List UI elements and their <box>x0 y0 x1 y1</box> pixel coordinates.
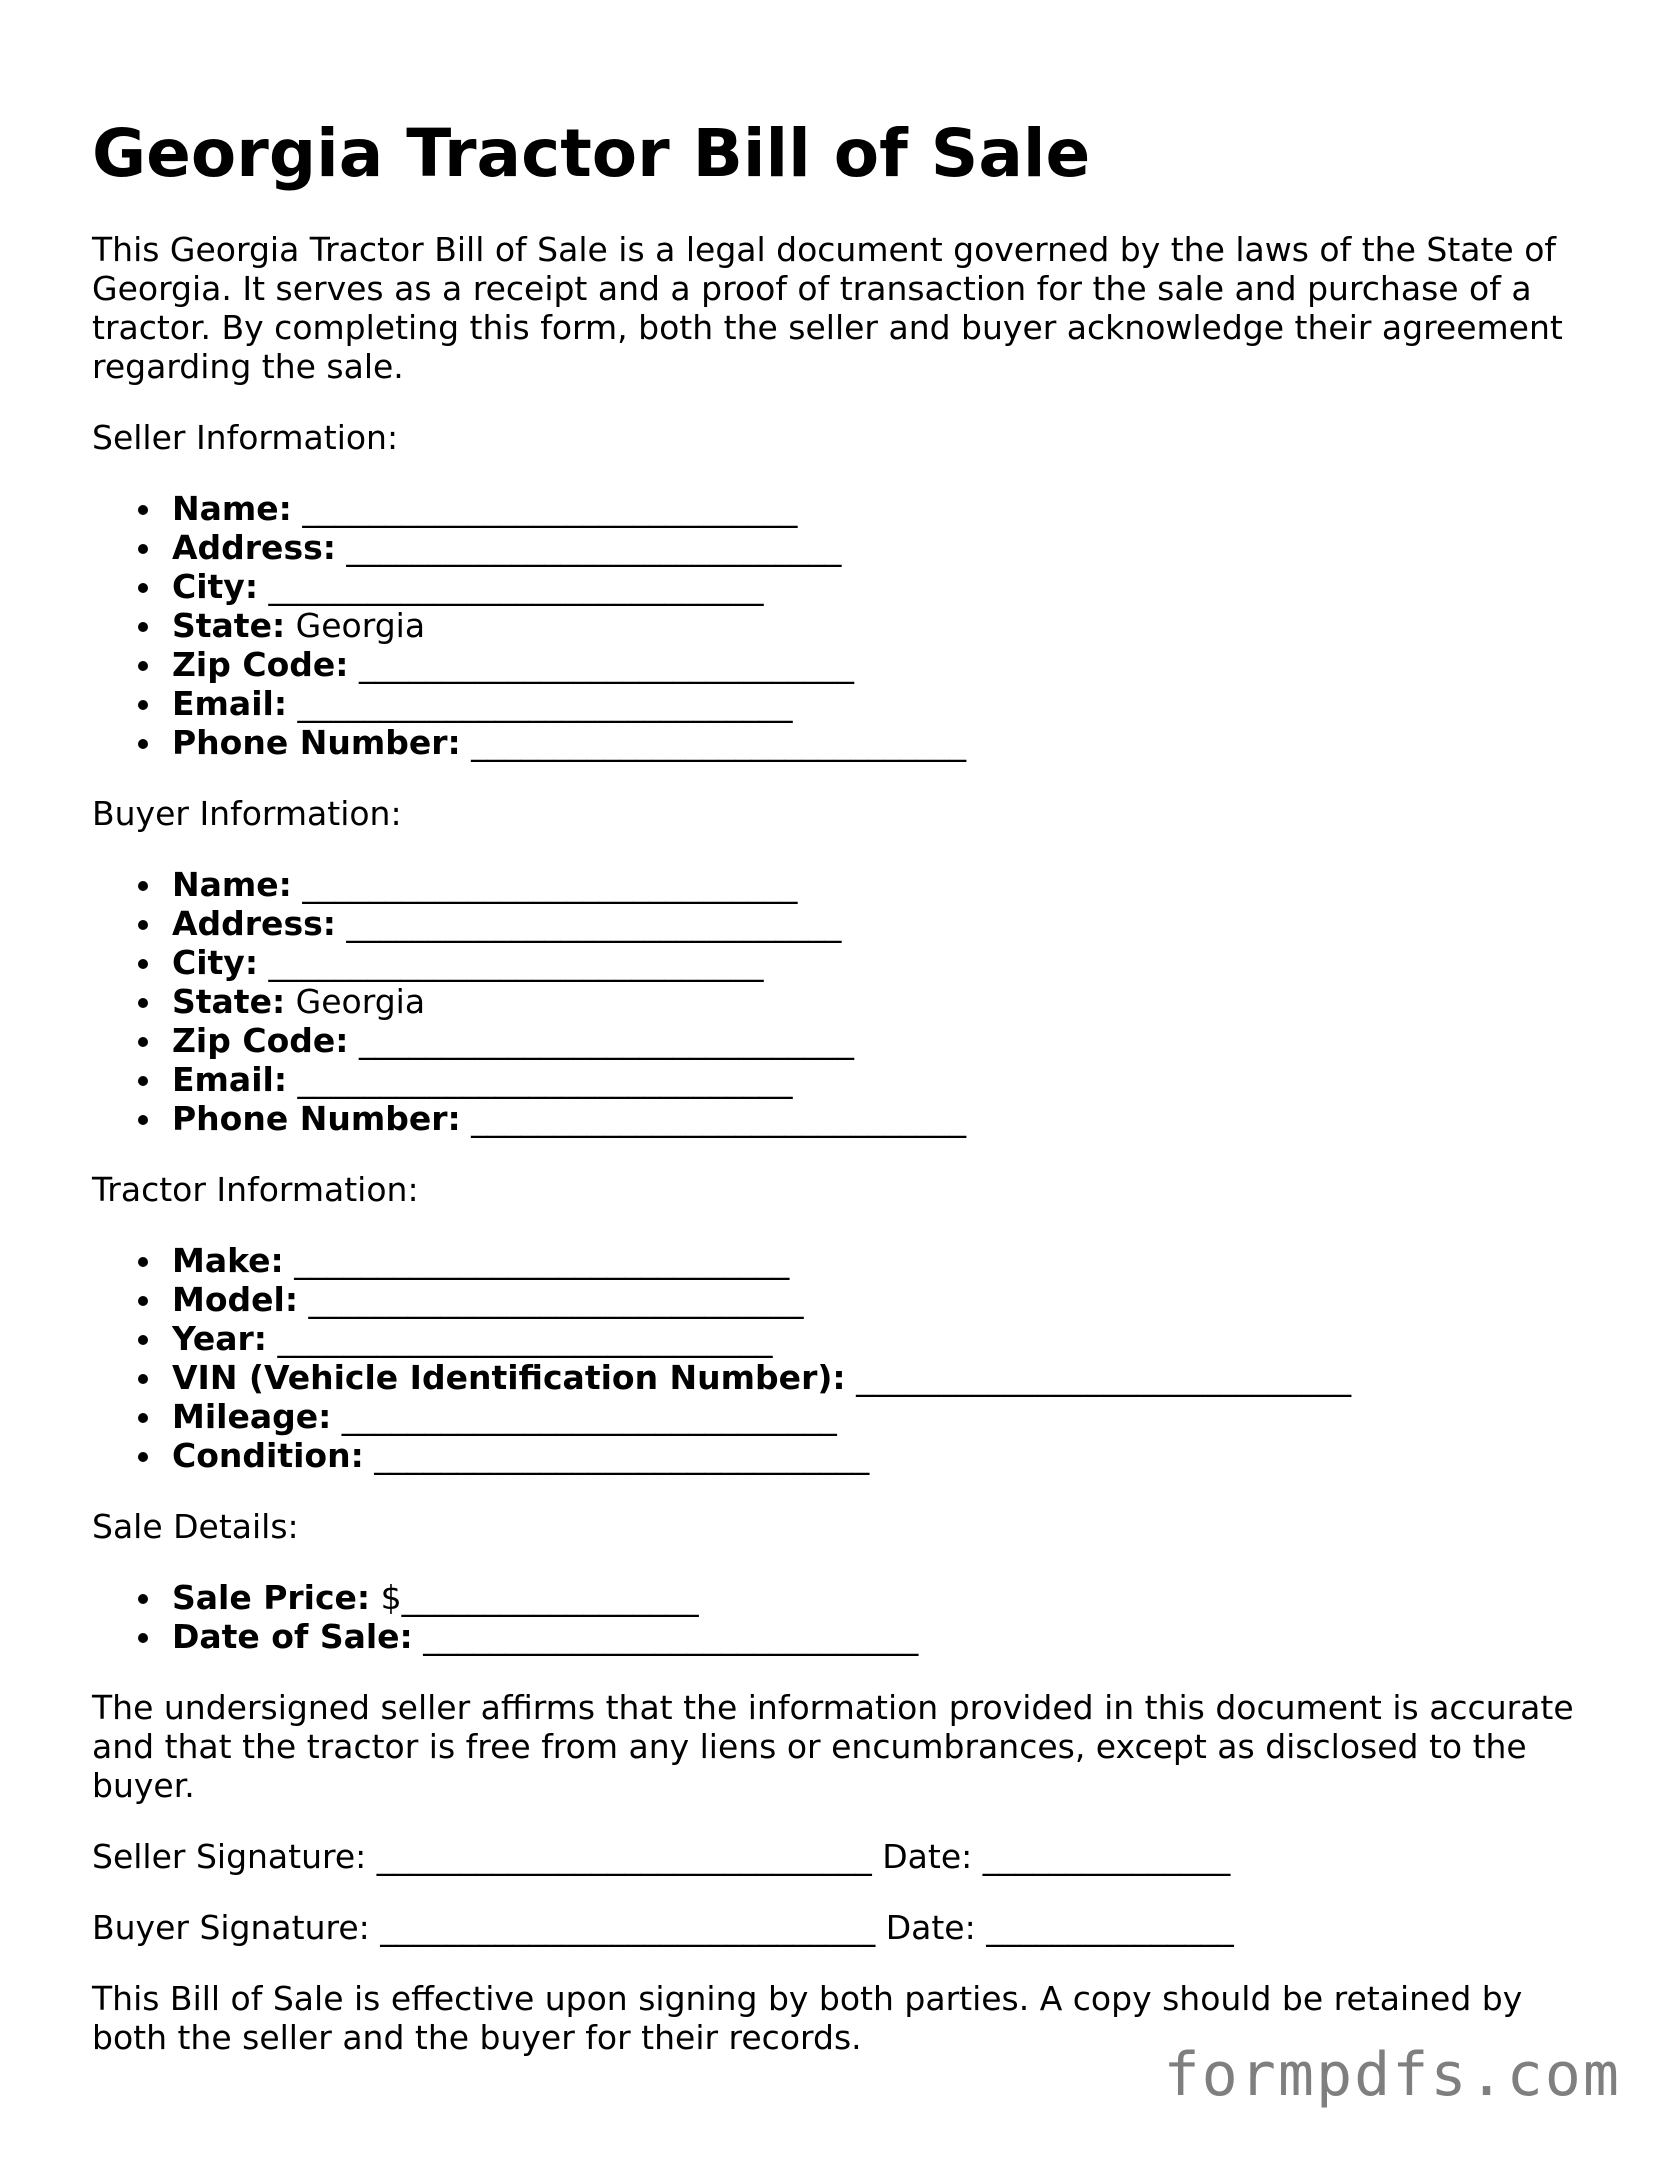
list-item <box>172 489 1592 528</box>
field-value: ______________________________ <box>287 684 793 723</box>
list-item <box>172 1241 1592 1280</box>
list-item <box>172 1319 1592 1358</box>
buyer-field-list <box>92 865 1592 1138</box>
buyer-section-heading: Buyer Information: <box>92 794 402 833</box>
list-item <box>172 1099 1592 1138</box>
field-label: Sale Price: <box>172 1578 371 1617</box>
list-item <box>172 1617 1592 1656</box>
field-label: Phone Number: <box>172 723 461 762</box>
field-value: ______________________________ <box>460 1099 967 1138</box>
field-label: Name: <box>172 865 292 904</box>
list-item <box>172 723 1592 762</box>
field-label: Mileage: <box>172 1397 332 1436</box>
sale-field-list <box>92 1578 1592 1656</box>
intro-paragraph: This Georgia Tractor Bill of Sale is a legal document governed by the laws of the State of Georgia. It serves as a receipt and a proof of transaction for the sale and purchase of a tractor. By completing this form, both the seller and buyer acknowledge their agreement regarding the sale. <box>92 230 1563 386</box>
closing-paragraph: This Bill of Sale is effective upon signing by both parties. A copy should be retained by both the seller and the buyer for their records. <box>92 1979 1523 2057</box>
list-item <box>172 1060 1592 1099</box>
list-item <box>172 684 1592 723</box>
document-page <box>92 110 1592 2057</box>
field-label: Make: <box>172 1241 284 1280</box>
field-label: Year: <box>172 1319 267 1358</box>
list-item <box>172 982 1592 1021</box>
field-label: Phone Number: <box>172 1099 461 1138</box>
list-item <box>172 904 1592 943</box>
field-label: City: <box>172 567 259 606</box>
watermark: formpdfs.com <box>1163 2040 1621 2110</box>
field-value: ______________________________ <box>291 489 798 528</box>
field-value: ______________________________ <box>258 943 764 982</box>
list-item <box>172 606 1592 645</box>
field-label: State: <box>172 606 286 645</box>
list-item <box>172 1358 1592 1397</box>
list-item <box>172 567 1592 606</box>
tractor-field-list <box>92 1241 1592 1475</box>
field-value: ______________________________ <box>348 645 854 684</box>
list-item <box>172 865 1592 904</box>
field-value: ______________________________ <box>258 567 764 606</box>
buyer-signature-line: Buyer Signature: ______________________________ Date: _______________ <box>92 1908 1234 1947</box>
field-label: Zip Code: <box>172 645 349 684</box>
field-value: ______________________________ <box>335 528 842 567</box>
field-label: Condition: <box>172 1436 364 1475</box>
field-value: Georgia <box>285 606 426 645</box>
field-value: ______________________________ <box>267 1319 773 1358</box>
list-item <box>172 645 1592 684</box>
field-value: ______________________________ <box>298 1280 804 1319</box>
field-value: $__________________ <box>370 1578 699 1617</box>
field-value: ______________________________ <box>460 723 967 762</box>
list-item <box>172 1021 1592 1060</box>
field-value: ______________________________ <box>845 1358 1352 1397</box>
field-label: VIN (Vehicle Identification Number): <box>172 1358 846 1397</box>
field-value: ______________________________ <box>363 1436 870 1475</box>
seller-section-heading: Seller Information: <box>92 418 399 457</box>
tractor-section-heading: Tractor Information: <box>92 1170 419 1209</box>
field-label: City: <box>172 943 259 982</box>
field-label: Zip Code: <box>172 1021 349 1060</box>
field-label: Email: <box>172 1060 288 1099</box>
field-label: Name: <box>172 489 292 528</box>
field-value: ______________________________ <box>331 1397 837 1436</box>
seller-signature-line: Seller Signature: ______________________________ Date: _______________ <box>92 1837 1231 1876</box>
list-item <box>172 1436 1592 1475</box>
list-item <box>172 1280 1592 1319</box>
list-item <box>172 1578 1592 1617</box>
field-label: Model: <box>172 1280 299 1319</box>
list-item <box>172 528 1592 567</box>
page-title: Georgia Tractor Bill of Sale <box>92 115 1091 192</box>
field-value: ______________________________ <box>335 904 842 943</box>
sale-section-heading: Sale Details: <box>92 1507 299 1546</box>
list-item <box>172 1397 1592 1436</box>
field-value: ______________________________ <box>287 1060 793 1099</box>
field-label: Address: <box>172 904 336 943</box>
field-value: ______________________________ <box>283 1241 790 1280</box>
list-item <box>172 943 1592 982</box>
affirmation-paragraph: The undersigned seller affirms that the information provided in this document is accurate and that the tractor is free from any liens or encumbrances, except as disclosed to the buyer. <box>92 1688 1574 1805</box>
field-label: State: <box>172 982 286 1021</box>
field-label: Date of Sale: <box>172 1617 413 1656</box>
seller-field-list <box>92 489 1592 762</box>
field-value: ______________________________ <box>291 865 798 904</box>
field-value: Georgia <box>285 982 426 1021</box>
field-label: Address: <box>172 528 336 567</box>
field-label: Email: <box>172 684 288 723</box>
field-value: ______________________________ <box>412 1617 919 1656</box>
field-value: ______________________________ <box>348 1021 854 1060</box>
